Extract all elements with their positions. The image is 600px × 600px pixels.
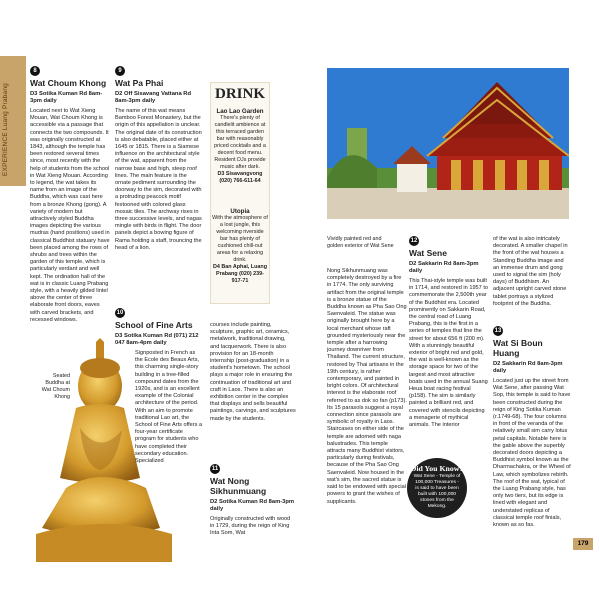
drink-title: DRINK: [214, 86, 265, 102]
bar-description: There's plenty of candlelit ambience at this terraced garden bar with reasonably priced cocktails and a decent food menu. Resident DJs provide music after dark.: [214, 115, 266, 170]
entry-number: 8: [30, 66, 40, 76]
did-you-know-badge: [407, 458, 467, 518]
column-wat-choum-khong: [30, 66, 110, 326]
entry-body: This Thai-style temple was built in 1714, and restored in 1957 to commemorate the 2,500th year of the Buddhist era. Located prominently on Sakkarin Road, the central road of Luang Prabang, this is the first in a series of temples that line the street for about 656 ft (200 m). With a stunningly beautiful exterior of bright red and gold, the wat is well-known as the storage space for two of the largest and most attractive boats used in the annual Suang Heua boat racing festival (p158). The sim is similarly painted a brilliant red, and covered with stencils depicting a menagerie of mythical animals. The interior: [409, 278, 488, 429]
column-wat-nong-continued: [327, 268, 407, 508]
entry-body: Located next to Wat Xieng Mouan, Wat Choum Khong is accessible via a passage that connects the two compounds. It was originally constructed at 1843, although the temple has been restored several times since, most recently with the help of students from the school in Wat Xieng Mouan. According to legend, the wat takes its name from an image of the Buddha, which was cast here from a bronze Khong (gong). A variety of modern but attractively styled Buddha images depicting the various mudras (hand positions) used in classical Buddhist statuary have been placed among the rows of shrubs and trees within the garden of this temple, which is particularly verdant and well kept. The ordination hall of the wat is in classic Luang Prabang style, with a heavily gilded lintel above the center of three elaborate front doors, eaves with carved brackets, and recessed windows.: [30, 108, 110, 323]
entry-body: of the wat is also intricately decorated. A smaller chapel in the front of the wat houses a Standing Buddha image and an immense drum and gong used to signal the sim (holy days) of Buddhism. An adjacent upright carved stone tablet portrays a stylized footprint of the Buddha.: [493, 236, 568, 307]
entry-body: Nong Sikhunmuang was completely destroyed by a fire in 1774. The only surviving artifact from the original temple is a bronze statue of the Buddha known as Pha Sao Ong Saenvaleid. The statue was originally brought here by a local merchant whose raft grounded mysteriously near the temple after a harrowing journey downriver from Thailand. The current structure, restored by Thai artisans in the 19th century, is rather contemporary, and painted in bright colors. Of architectural interest is the elaborate roof referred to as dok so fan (p173). Its 15 parasols suggest a royal connection since parasols are symbolic of royalty in Laos. Staircases on either side of the temple are adorned with naga balustrades. This temple attracts many Buddhist visitors, particularly during festivals, because of the Pha Sao Ong Saenvaleid. Now housed in the wat's sim, the sacred statue is said to be endowed with special powers to grant the wishes of supplicants.: [327, 268, 407, 505]
did-you-know-body: Wat Sene - Temple of 100,000 Treasures - is said to have been built with 100,000 stones from the Mekong.: [413, 474, 461, 509]
entry-number: 10: [116, 310, 124, 316]
entry-title: Wat Pa Phai: [115, 78, 164, 88]
drink-utopia: [212, 208, 268, 285]
bar-name: Utopia: [230, 208, 250, 215]
entry-title: School of Fine Arts: [115, 320, 193, 330]
column-wat-nong: [210, 464, 296, 540]
column-wat-pa-phai: [115, 66, 203, 254]
bar-description: With the atmosphere of a lost jungle, this welcoming riverside bar has plenty of cushioned chill-out areas for a relaxing drink.: [212, 215, 268, 263]
entry-number: 12: [410, 238, 418, 244]
entry-meta: D2 Sakkarin Rd 8am-3pm daily: [409, 261, 479, 274]
entry-title: Wat Nong Sikhunmuang: [210, 476, 267, 496]
wat-sene-photo: [327, 68, 569, 219]
entry-body: Signposted in French as the Ecole des Beaux Arts, this charming single-story building in a tree-filled compound dates from the 1920s, and is an excellent example of the Colonial architecture of the period. With an aim to promote traditional Lao art, the School of Fine Arts offers a four-year certificate program for students who have completed their secondary education. Specialized: [135, 350, 203, 465]
section-tab-label: EXPERIENCE Luang Prabang: [2, 83, 9, 177]
entry-title: Wat Sene: [409, 248, 447, 258]
column-wat-sene-continued: [493, 236, 571, 310]
entry-meta: D3 Sotika Kuman Rd 8am-3pm daily: [30, 91, 103, 104]
page-number: 179: [573, 538, 593, 550]
column-school-continued: [210, 322, 296, 425]
column-school-of-fine-arts: [115, 308, 203, 467]
image-caption: Seated Buddha at Wat Choum Khong: [41, 373, 70, 400]
entry-body: courses include painting, sculpture, graphic art, ceramics, metalwork, traditional drawing, and lacquerwork. There is also provision for an 18-month internship (post-graduation) in a student's hometown. The school plays a major role in ensuring the continuation of traditional art and craft in Laos. There is also an exhibition center in the complex that displays and sells beautiful paintings, carvings, and sculptures made by the students.: [210, 322, 296, 422]
bar-contact: D4 Ban Aphai, Luang Prabang (020) 239-917-71: [212, 264, 267, 284]
photo-caption: Vividly painted red and golden exterior of Wat Sene: [327, 236, 394, 249]
entry-number: 13: [494, 328, 502, 334]
entry-title: Wat Choum Khong: [30, 78, 107, 88]
entry-meta: D2 Off Sisavang Vattana Rd 8am-3pm daily: [115, 91, 192, 104]
did-you-know-title: Did You Know?: [410, 464, 464, 473]
entry-number: 11: [211, 466, 219, 472]
bar-contact: D3 Sisavangvong (020) 766-611-64: [217, 171, 263, 184]
entry-body: The name of this wat means Bamboo Forest Monastery, but the origin of this appellation is unclear. The original date of its construction is also debatable, placed either at 1645 or 1815. There is a Siamese influence on the architectural style of the wat, apparent from the narrow base and high, steep roof lines. The main feature is the ornate pediment surrounding the doorway to the sim, decorated with a protruding peacock motif festooned with colored glass mosaic tiles. The archway rises in three successive levels, and nagas mingle with birds in flight. The door panels depict a bowing figure of Rama holding a staff, trouncing the head of a lion.: [115, 108, 202, 251]
entry-body: Located just up the street from Wat Sene, after passing Wat Sop, this temple is said to have been constructed during the reign of King Sotika Kuman (r.1749-68). The four columns in front of the veranda of the relatively small sim carry lotus petal capitals. Notable here is the gable above the superbly decorated doors depicting a Buddhist symbol known as the Dharmachakra, or the Wheel of Law, which symbolizes rebirth. The roof of the wat, typical of the Luang Prabang style, has only two tiers, but its edge is lined with elegant and understated replicas of classical temple roof finials, known as so fas.: [493, 378, 571, 529]
bar-name: Lao Lao Garden: [216, 108, 264, 115]
column-wat-sene: [409, 236, 489, 431]
entry-body: Originally constructed with wood in 1729, during the reign of King Inta Som, Wat: [210, 516, 291, 537]
entry-number: 9: [115, 66, 125, 76]
entry-meta: D2 Sotika Kuman Rd 8am-3pm daily: [210, 499, 295, 512]
entry-meta: D2 Sakkarin Rd 8am-3pm daily: [493, 361, 563, 374]
column-wat-si-boun-huang: [493, 326, 571, 531]
entry-title: Wat Si Boun Huang: [493, 338, 543, 358]
entry-meta: D3 Sotika Kuman Rd (071) 212 047 8am-4pm daily: [115, 333, 199, 346]
drink-lao-lao-garden: [212, 108, 268, 185]
